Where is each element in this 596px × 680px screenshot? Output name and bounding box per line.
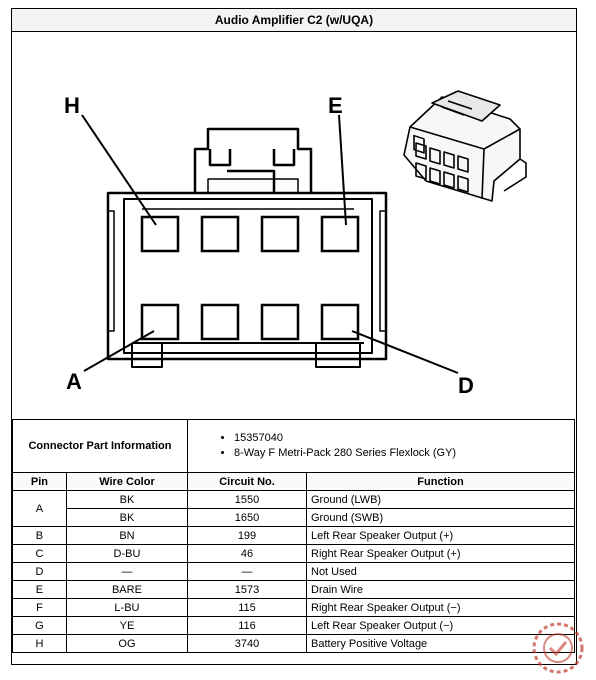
pin-cell: G [13,617,67,635]
cavity-c [262,305,298,339]
pin-cell: C [13,545,67,563]
wire-color-cell: D-BU [66,545,187,563]
page-title: Audio Amplifier C2 (w/UQA) [12,9,576,32]
function-cell: Left Rear Speaker Output (+) [307,527,575,545]
connector-type: • 8-Way F Metri-Pack 280 Series Flexlock (GY) [234,446,574,461]
table-row [13,509,575,527]
cavity-h [142,217,178,251]
connector-info-row [13,420,575,473]
pin-cell: H [13,635,67,653]
function-cell: Left Rear Speaker Output (−) [307,617,575,635]
circuit-cell: 116 [188,617,307,635]
pin-label-e: E [328,93,343,118]
function-cell: Ground (LWB) [307,491,575,509]
part-number: • 15357040 [234,431,574,446]
wire-color-cell: YE [66,617,187,635]
pin-cavities [142,217,358,339]
connector-3d-view [404,91,526,201]
circuit-cell: — [188,563,307,581]
pin-cell: E [13,581,67,599]
function-cell: Ground (SWB) [307,509,575,527]
cavity-d [322,305,358,339]
pin-cell: F [13,599,67,617]
header-wire-color: Wire Color [66,473,187,491]
cavity-e [322,217,358,251]
table-row [13,527,575,545]
function-cell: Not Used [307,563,575,581]
header-pin: Pin [13,473,67,491]
connector-info-list [188,420,575,473]
circuit-cell: 115 [188,599,307,617]
wire-color-cell: BN [66,527,187,545]
pinout-table [12,419,575,653]
cavity-f [262,217,298,251]
function-cell: Battery Positive Voltage [307,635,575,653]
table-row [13,491,575,509]
table-row [13,581,575,599]
cavity-b [202,305,238,339]
header-function: Function [307,473,575,491]
wire-color-cell: L-BU [66,599,187,617]
circuit-cell: 3740 [188,635,307,653]
function-cell: Right Rear Speaker Output (+) [307,545,575,563]
wire-color-cell: OG [66,635,187,653]
leader-lines [82,115,458,373]
circuit-cell: 1550 [188,491,307,509]
table-row [13,635,575,653]
table-row [13,563,575,581]
circuit-cell: 46 [188,545,307,563]
wire-color-cell: — [66,563,187,581]
pin-label-a: A [66,369,82,394]
diagram-frame [11,8,577,665]
pin-cell: A [13,491,67,527]
table-header-row [13,473,575,491]
pin-cell: D [13,563,67,581]
circuit-cell: 1650 [188,509,307,527]
table-row [13,599,575,617]
watermark-seal-icon [530,620,586,676]
wire-color-cell: BK [66,509,187,527]
circuit-cell: 199 [188,527,307,545]
connector-drawing [12,31,575,419]
function-cell: Drain Wire [307,581,575,599]
pin-cell: B [13,527,67,545]
function-cell: Right Rear Speaker Output (−) [307,599,575,617]
table-row [13,617,575,635]
connector-diagram [12,31,575,419]
pin-label-d: D [458,373,474,398]
header-circuit: Circuit No. [188,473,307,491]
connector-info-label: Connector Part Information [13,420,188,473]
wire-color-cell: BK [66,491,187,509]
pin-label-h: H [64,93,80,118]
cavity-g [202,217,238,251]
circuit-cell: 1573 [188,581,307,599]
wire-color-cell: BARE [66,581,187,599]
table-row [13,545,575,563]
